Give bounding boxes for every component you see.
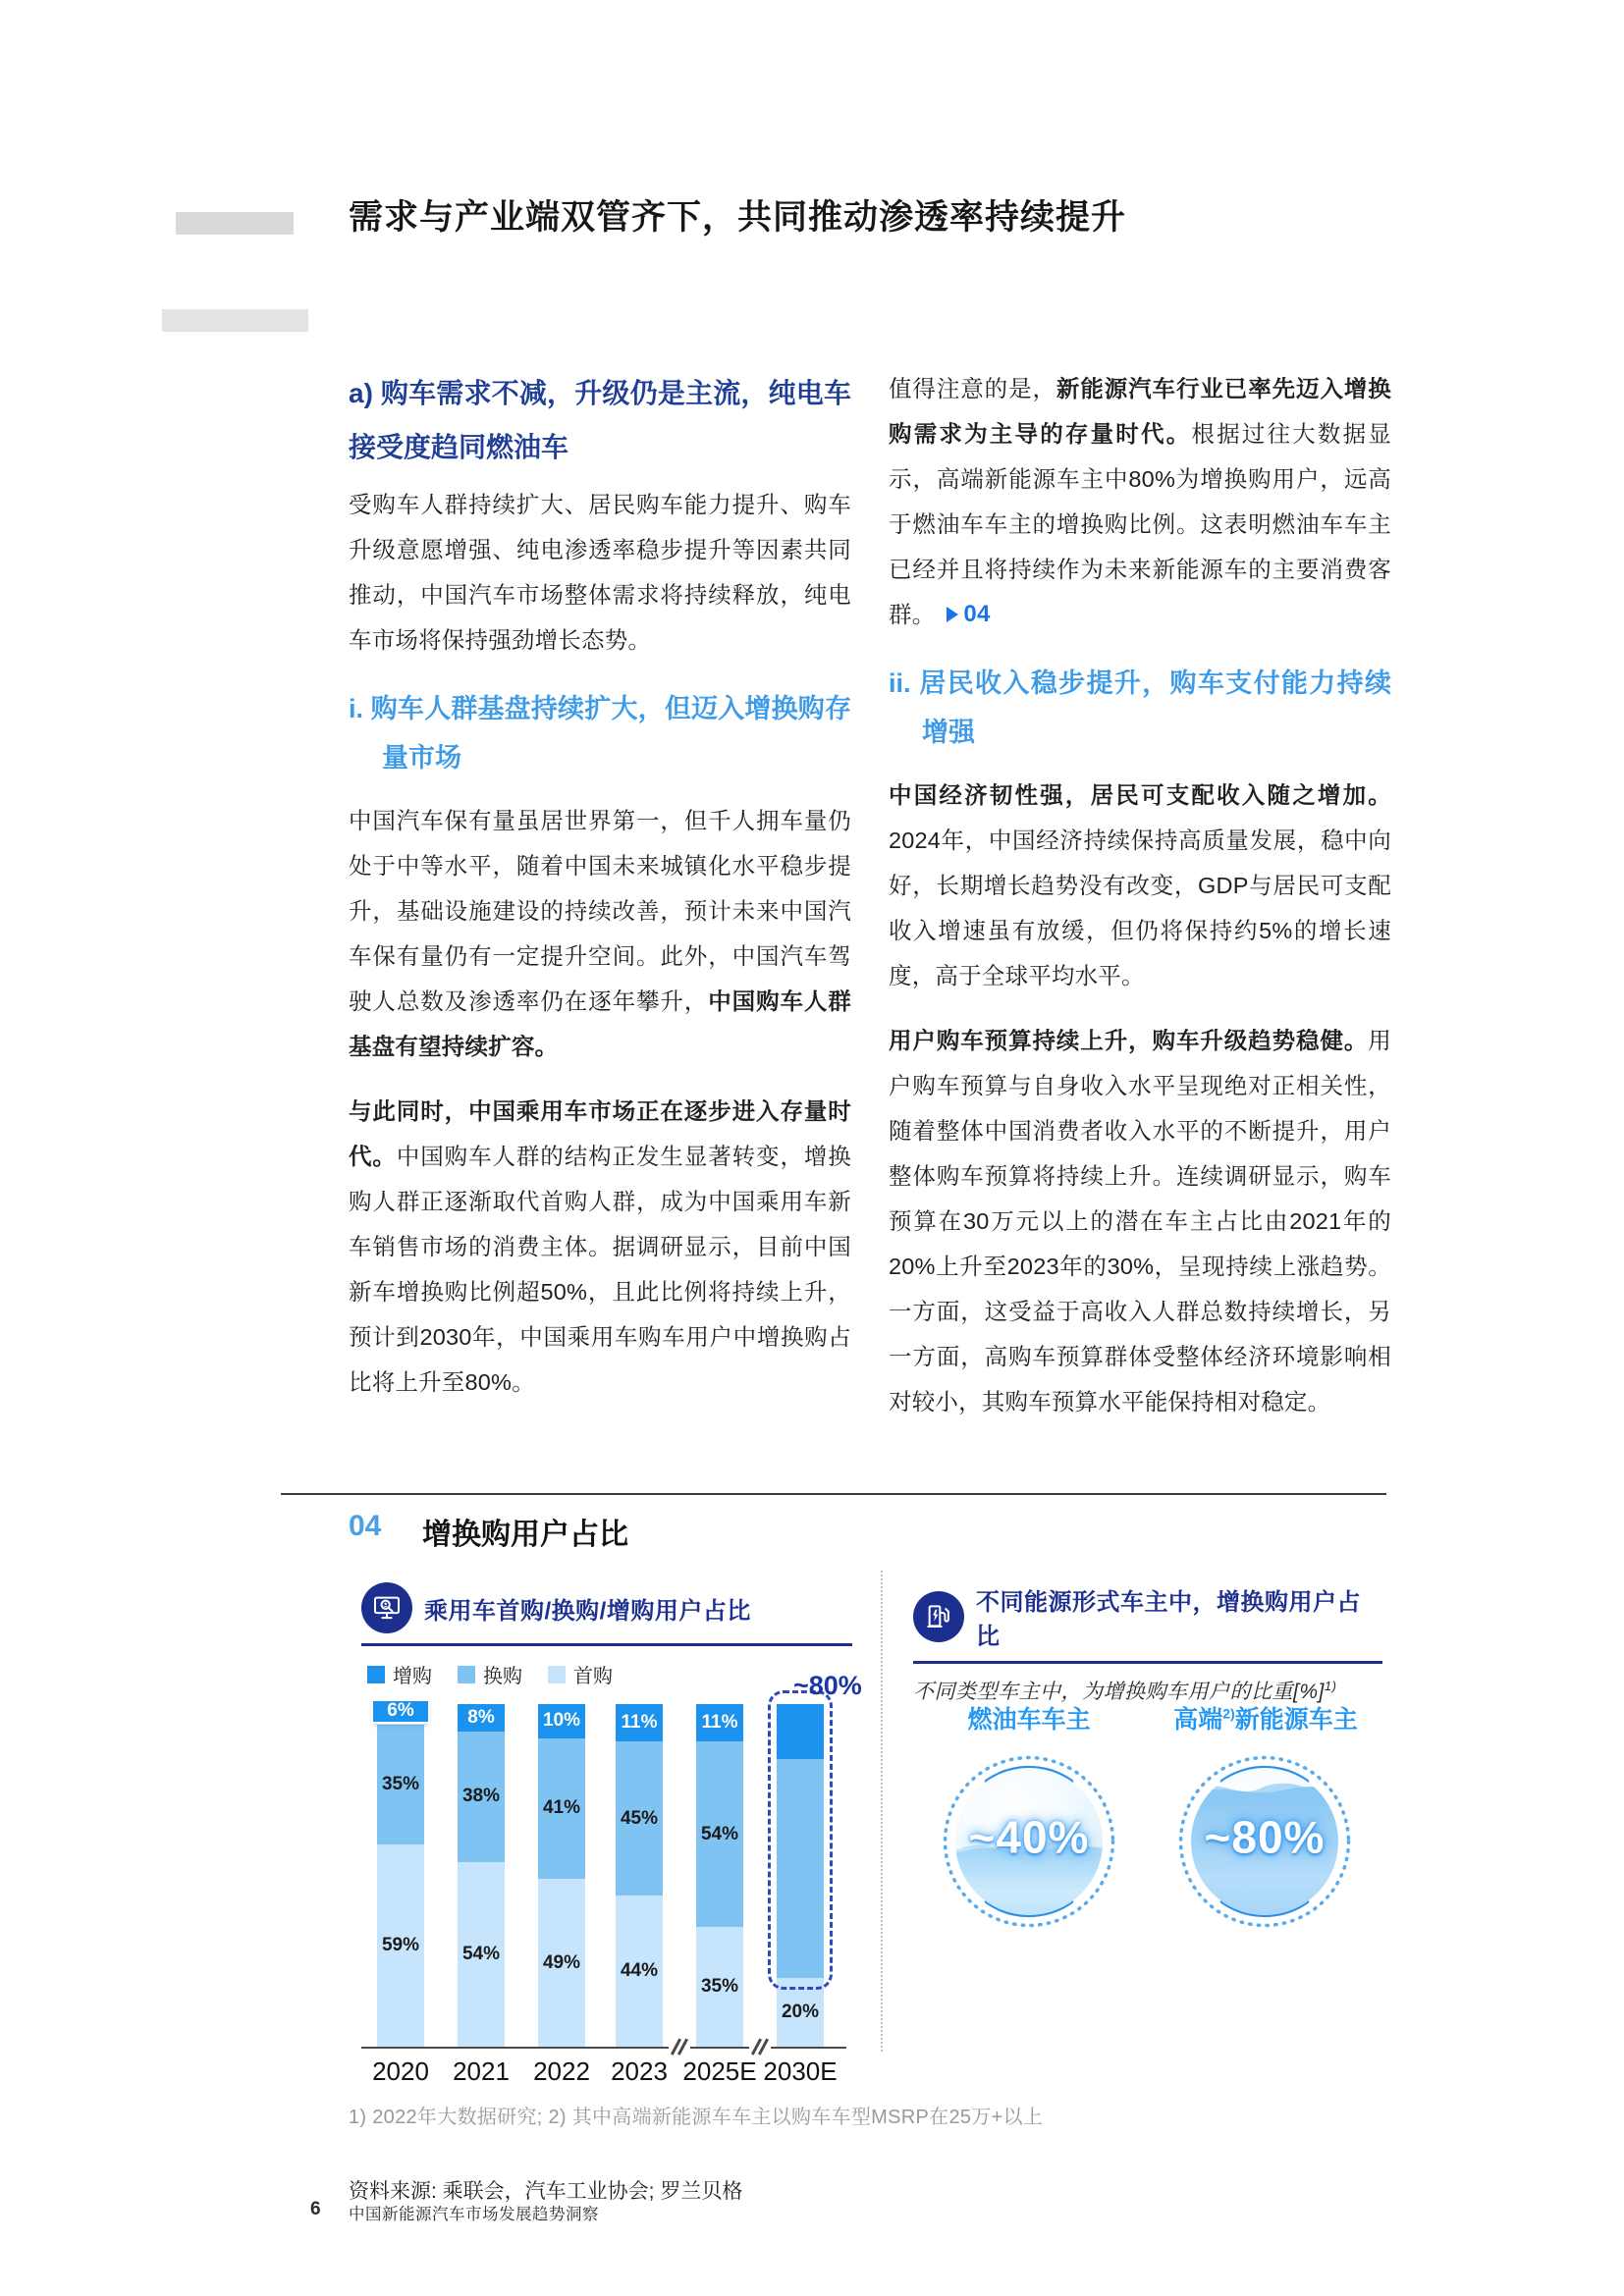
legend-item: 首购 <box>548 1660 613 1688</box>
bar-2022 <box>538 1704 585 2047</box>
figure-number: 04 <box>349 1510 382 1542</box>
x-label-2025E: 2025E <box>682 2056 757 2086</box>
x-label-2022: 2022 <box>533 2056 590 2086</box>
decor-bar-top <box>176 212 294 235</box>
segment-换购: 45% <box>616 1741 663 1896</box>
segment-增购: 6% <box>373 1701 428 1722</box>
bar-chart-header <box>361 1582 852 1646</box>
bar-2021 <box>458 1704 505 2047</box>
gauge-subtitle: 不同类型车主中，为增换购车用户的比重[%]$^{1)}$ <box>913 1679 1337 1703</box>
heading-ii: ii. 居民收入稳步提升，购车支付能力持续增强 <box>889 668 1391 747</box>
gauge-panel-header <box>913 1582 1382 1664</box>
axis-break-icon <box>669 2038 690 2056</box>
segment-增购: 11% <box>696 1704 743 1741</box>
gauge-panel-title: 不同能源形式车主中，增换购用户占比 <box>976 1589 1361 1650</box>
left-column <box>349 366 851 1424</box>
segment-换购: 54% <box>696 1741 743 1927</box>
figure-source: 资料来源: 乘联会，汽车工业协会; 罗兰贝格 <box>349 2180 743 2203</box>
legend-item: 增购 <box>367 1660 432 1688</box>
gauge-1-label: 燃油车车主 <box>967 1706 1091 1734</box>
bar-chart-title: 乘用车首购/换购/增购用户占比 <box>424 1597 751 1625</box>
segment-增购: 11% <box>616 1704 663 1741</box>
gauge-1 <box>942 1754 1116 1929</box>
segment-首购: 35% <box>696 1927 743 2047</box>
gauge-2 <box>1177 1754 1352 1929</box>
energy-types-icon <box>913 1591 964 1642</box>
paragraph: 与此同时，中国乘用车市场正在逐步进入存量时代。中国购车人群的结构正发生显著转变，增换购人群正逐渐取代首购人群，成为中国乘用车新车销售市场的消费主体。据调研显示，目前中国新车增换购比例超50%，且此比例将持续上升，预计到2030年，中国乘用车购车用户中增换购占比将上升至80%。 <box>349 1098 851 1395</box>
paragraph: 中国汽车保有量虽居世界第一，但千人拥车量仍处于中等水平，随着中国未来城镇化水平稳步提升，基础设施建设的持续改善，预计未来中国汽车保有量仍有一定提升空间。此外，中国汽车驾驶人总数及渗透率仍在逐年攀升，中国购车人群基盘有望持续扩容。 <box>349 808 852 1059</box>
gauge-panel <box>913 1582 1382 1863</box>
bar-2020 <box>377 1701 424 2047</box>
axis-break-icon <box>749 2038 771 2056</box>
play-icon <box>947 607 958 622</box>
monitor-search-icon <box>361 1582 412 1633</box>
segment-换购: 35% <box>377 1725 424 1844</box>
bar-2023 <box>616 1704 663 2047</box>
figure-title: 增换购用户占比 <box>422 1519 628 1551</box>
x-label-2023: 2023 <box>611 2056 668 2086</box>
segment-首购: 54% <box>458 1862 505 2048</box>
figure-reference: 04 <box>935 592 990 637</box>
right-column <box>889 366 1391 1444</box>
highlight-annotation: ~80% <box>793 1671 862 1700</box>
decor-bar-bottom <box>162 309 308 332</box>
legend-item: 换购 <box>458 1660 522 1688</box>
paragraph: 中国经济韧性强，居民可支配收入随之增加。2024年，中国经济持续保持高质量发展，稳中向好，长期增长趋势没有改变，GDP与居民可支配收入增速虽有放缓，但仍将保持约5%的增长速度，高于全球平均水平。 <box>889 782 1391 988</box>
water-fill <box>955 1856 1103 1915</box>
paragraph: 用户购车预算持续上升，购车升级趋势稳健。用户购车预算与自身收入水平呈现绝对正相关性，随着整体中国消费者收入水平的不断提升，用户整体购车预算将持续上升。连续调研显示，购车预算在30万元以上的潜在车主占比由2021年的20%上升至2023年的30%，呈现持续上涨趋势。一方面，这受益于高收入人群总数持续增长，另一方面，高购车预算群体受整体经济环境影响相对较小，其购车预算水平能保持相对稳定。 <box>889 1028 1391 1415</box>
segment-首购: 49% <box>538 1879 585 2047</box>
segment-换购: 41% <box>538 1738 585 1879</box>
highlight-dashed-box <box>768 1690 833 1990</box>
heading-i: i. 购车人群基盘持续扩大，但迈入增换购存量市场 <box>349 694 851 773</box>
segment-首购: 59% <box>377 1844 424 2047</box>
paragraph: 值得注意的是，新能源汽车行业已率先迈入增换购需求为主导的存量时代。根据过往大数据显示，高端新能源车主中80%为增换购用户，远高于燃油车车主的增换购比例。这表明燃油车车主已经并且将持续作为未来新能源车的主要消费客群。 04 <box>889 366 1391 637</box>
heading-a: a) 购车需求不减，升级仍是主流，纯电车接受度趋同燃油车 <box>349 378 851 462</box>
footer-title: 中国新能源汽车市场发展趋势洞察 <box>349 2206 599 2223</box>
figure-footnote: 1) 2022年大数据研究; 2) 其中高端新能源车车主以购车车型MSRP在25万+以上 <box>349 2107 1044 2128</box>
x-label-2030E: 2030E <box>763 2056 838 2086</box>
segment-首购: 44% <box>616 1896 663 2047</box>
bar-2025E <box>696 1704 743 2047</box>
page-title: 需求与产业端双管齐下，共同推动渗透率持续提升 <box>349 198 1127 237</box>
segment-增购: 10% <box>538 1704 585 1738</box>
paragraph: 受购车人群持续扩大、居民购车能力提升、购车升级意愿增强、纯电渗透率稳步提升等因素共同推动，中国汽车市场整体需求将持续释放，纯电车市场将保持强劲增长态势。 <box>349 492 851 653</box>
x-label-2021: 2021 <box>453 2056 510 2086</box>
bar-legend <box>367 1660 852 1688</box>
gauge-1-value: ~40% <box>968 1811 1090 1863</box>
segment-首购: 20% <box>777 1978 824 2047</box>
bar-chart-panel <box>361 1582 862 2086</box>
x-label-2020: 2020 <box>372 2056 429 2086</box>
gauge-2-label: 高端$^{2)}$新能源车主 <box>1173 1705 1358 1734</box>
segment-换购: 38% <box>458 1732 505 1862</box>
gauge-2-value: ~80% <box>1204 1811 1326 1863</box>
page-number: 6 <box>310 2199 321 2219</box>
segment-增购: 8% <box>458 1704 505 1732</box>
section-divider <box>281 1493 1386 1495</box>
panel-divider <box>881 1571 883 2052</box>
x-axis-line <box>361 2047 846 2049</box>
